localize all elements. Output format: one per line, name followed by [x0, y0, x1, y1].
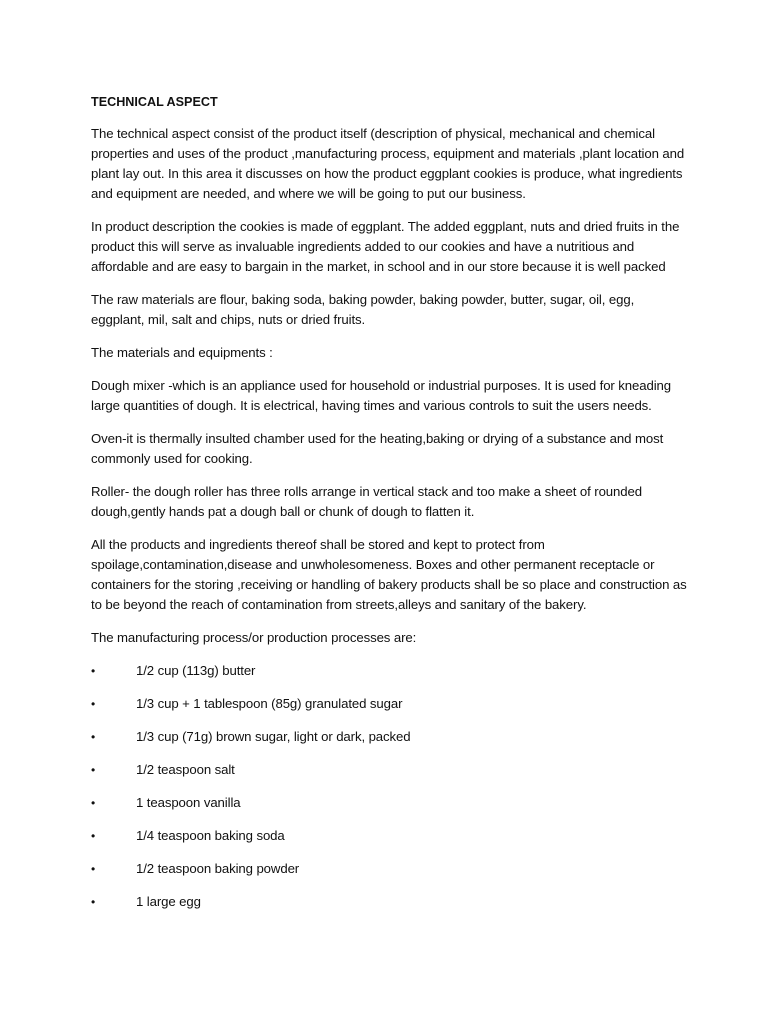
bullet-icon: • [91, 697, 96, 711]
list-item-text: 1/2 cup (113g) butter [136, 663, 256, 678]
list-item-text: 1 large egg [136, 894, 201, 909]
list-item [91, 760, 691, 780]
document-content [91, 92, 691, 925]
list-item-text: 1/4 teaspoon baking soda [136, 828, 285, 843]
list-item [91, 892, 691, 912]
list-item-text: 1/3 cup (71g) brown sugar, light or dark, packed [136, 729, 411, 744]
section-heading: TECHNICAL ASPECT [91, 95, 218, 109]
paragraph-product-description: In product description the cookies is made of eggplant. The added eggplant, nuts and dried fruits in the product this will serve as invaluable ingredients added to our cookies and have a nutritious and affordable and are easy to bargain in the market, in school and in our store because it is well packed [91, 219, 680, 274]
list-item-text: 1/2 teaspoon baking powder [136, 861, 300, 876]
list-item [91, 826, 691, 846]
bullet-icon: • [91, 895, 96, 909]
list-item [91, 859, 691, 879]
list-item [91, 661, 691, 681]
list-item [91, 694, 691, 714]
paragraph-storage: All the products and ingredients thereof shall be stored and kept to protect from spoilage,contamination,disease and unwholesomeness. Boxes and other permanent receptacle or containers for the storing ,receiving or handling of bakery products shall be so place and construction as to be beyond the reach of contamination from streets,alleys and sanitary of the bakery. [91, 537, 687, 612]
list-item-text: 1/2 teaspoon salt [136, 762, 235, 777]
bullet-icon: • [91, 796, 96, 810]
bullet-icon: • [91, 730, 96, 744]
bullet-icon: • [91, 829, 96, 843]
bullet-icon: • [91, 862, 96, 876]
bullet-icon: • [91, 763, 96, 777]
paragraph-materials-equipments-heading: The materials and equipments : [91, 345, 273, 360]
list-item [91, 727, 691, 747]
paragraph-oven: Oven-it is thermally insulted chamber used for the heating,baking or drying of a substance and most commonly used for cooking. [91, 431, 664, 466]
list-item [91, 793, 691, 813]
bullet-icon: • [91, 664, 96, 678]
list-item-text: 1 teaspoon vanilla [136, 795, 241, 810]
list-item-text: 1/3 cup + 1 tablespoon (85g) granulated sugar [136, 696, 403, 711]
paragraph-dough-mixer: Dough mixer -which is an appliance used for household or industrial purposes. It is used for kneading large quantities of dough. It is electrical, having times and various controls to suit the users needs. [91, 378, 672, 413]
paragraph-raw-materials: The raw materials are flour, baking soda, baking powder, baking powder, butter, sugar, oil, egg, eggplant, mil, salt and chips, nuts or dried fruits. [91, 292, 635, 327]
paragraph-roller: Roller- the dough roller has three rolls arrange in vertical stack and too make a sheet of rounded dough,gently hands pat a dough ball or chunk of dough to flatten it. [91, 484, 642, 519]
ingredient-list [91, 661, 691, 912]
paragraph-technical-aspect: The technical aspect consist of the product itself (description of physical, mechanical and chemical properties and uses of the product ,manufacturing process, equipment and materials ,plant location and plant lay out. In this area it discusses on how the product eggplant cookies is produce, what ingredients and equipment are needed, and where we will be going to put our business. [91, 126, 685, 201]
paragraph-manufacturing-process: The manufacturing process/or production processes are: [91, 630, 417, 645]
